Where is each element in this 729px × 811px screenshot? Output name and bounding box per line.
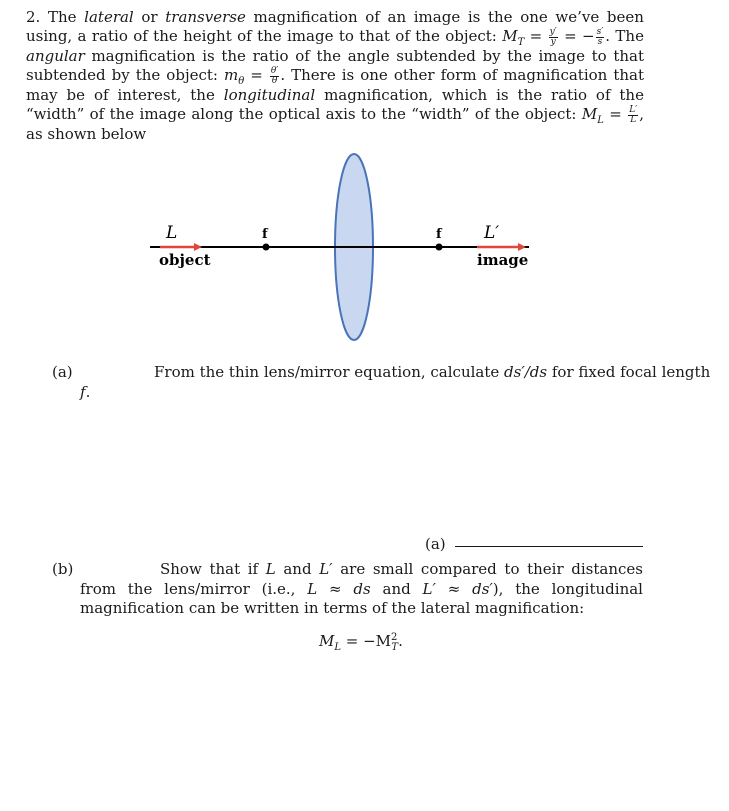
problem-number: 2. bbox=[26, 8, 41, 26]
frac-num: y′ bbox=[549, 26, 557, 37]
part-b-text-3: and bbox=[382, 579, 411, 598]
or-word: or bbox=[141, 8, 158, 26]
focal-point-left bbox=[263, 244, 270, 251]
eq-sup: 2 bbox=[391, 632, 398, 643]
part-b-label: (b) bbox=[52, 560, 74, 578]
longitudinal-term: longitudinal bbox=[223, 85, 316, 104]
part-a-f bbox=[80, 383, 90, 401]
label-f-left: f bbox=[262, 227, 268, 242]
intro-text-3: . The bbox=[605, 27, 644, 46]
frac-den: θ bbox=[271, 75, 278, 86]
frac-num: s′ bbox=[596, 26, 604, 37]
Lp-symbol: L′ bbox=[319, 560, 333, 578]
frac-den: L bbox=[630, 114, 637, 125]
MT-subscript: T bbox=[517, 37, 525, 49]
intro-text-6: magnification, which is the ratio of the “width” of the image along the optical axis to the “width” of the object: bbox=[26, 85, 644, 124]
fraction-sp-s bbox=[596, 28, 605, 47]
object-arrow-head bbox=[194, 243, 202, 251]
fraction-theta bbox=[270, 67, 279, 86]
f-symbol: f bbox=[80, 383, 86, 401]
ML-symbol: M bbox=[581, 105, 598, 124]
focal-point-right bbox=[436, 244, 443, 251]
intro-text-5: . There is one other form of magnification that may be of interest, the bbox=[26, 66, 644, 104]
answer-a-blank[interactable] bbox=[455, 546, 643, 547]
part-a-label: (a) bbox=[52, 363, 73, 381]
ds-expression: ds′/ds bbox=[504, 363, 548, 381]
label-image: image bbox=[477, 251, 529, 269]
part-a-text: From the thin lens/mirror equation, calculate bbox=[154, 363, 500, 381]
MT-symbol: M bbox=[502, 27, 518, 46]
L-symbol: L bbox=[265, 560, 276, 578]
equation-ML bbox=[319, 632, 403, 653]
frac-num: L′ bbox=[629, 104, 638, 115]
frac-den: y bbox=[550, 36, 556, 47]
and-word: and bbox=[283, 560, 312, 578]
mtheta-symbol: m bbox=[223, 66, 239, 85]
eq-lhs: M bbox=[319, 632, 335, 650]
intro-text-4: magnification is the ratio of the angle subtended by the image to that subtended by the object: bbox=[26, 46, 644, 85]
part-a-question bbox=[154, 363, 710, 381]
eq-end: . bbox=[398, 632, 403, 650]
answer-a-label: (a) bbox=[425, 535, 446, 553]
intro-text-7: , as shown below bbox=[26, 105, 644, 143]
problem-statement: 2. The lateral or transverse magnification of an image is the one we’ve been using, a ratio of the height of the image to that of the object: $M_T$ = $\frac{y'}{y}$ = − $\frac{s'}{s}$ . The angular magnification is the ratio of the angle subtended by the image to that subtended by the object: $m_\theta$ = $\frac{\theta'}{\theta}$ . There is one other form of magnification that may be of interest, the longitudinal magnification, which is the ratio of the “width” of the image along the optical axis to the “width” of the object: $M_L$ = $\frac{L'}{L}$ , as shown below bbox=[26, 8, 644, 143]
label-Lprime: L′ bbox=[484, 223, 500, 243]
angular-term: angular bbox=[26, 46, 85, 65]
period: . bbox=[85, 383, 91, 401]
ML-subscript: L bbox=[597, 115, 604, 127]
part-b-question bbox=[80, 560, 643, 619]
intro-text: The bbox=[47, 8, 77, 26]
eq-lhs-sub: L bbox=[334, 642, 341, 653]
intro-text-2: magnification of an image is the one we’ve been using, a ratio of the height of the image to that of the object: bbox=[26, 8, 644, 46]
label-object: object bbox=[159, 251, 211, 269]
label-f-right: f bbox=[436, 227, 442, 242]
fraction-yp-y bbox=[549, 28, 558, 47]
image-arrow-head bbox=[518, 243, 526, 251]
approx-2: L′ ≈ ds′ bbox=[422, 579, 493, 598]
eq-sub: T bbox=[391, 642, 399, 653]
part-b-text-2: are small compared to their distances from the lens/mirror (i.e., bbox=[80, 560, 643, 598]
transverse-term: transverse bbox=[165, 8, 246, 26]
mtheta-subscript: θ bbox=[238, 76, 245, 88]
lateral-term: lateral bbox=[84, 8, 134, 26]
part-b-text-4: ), the longitudinal magnification can be written in terms of the lateral magnification: bbox=[80, 579, 643, 618]
fraction-L bbox=[628, 106, 638, 125]
frac-num: θ′ bbox=[270, 65, 279, 76]
label-L: L bbox=[166, 223, 178, 243]
part-b-text: Show that if bbox=[160, 560, 259, 578]
approx-1: L ≈ ds bbox=[307, 579, 371, 598]
part-a-text-2: for fixed focal length bbox=[551, 363, 711, 381]
lens-diagram bbox=[150, 150, 550, 350]
eq-mid: = −M bbox=[341, 632, 392, 650]
frac-den: s bbox=[597, 36, 603, 47]
